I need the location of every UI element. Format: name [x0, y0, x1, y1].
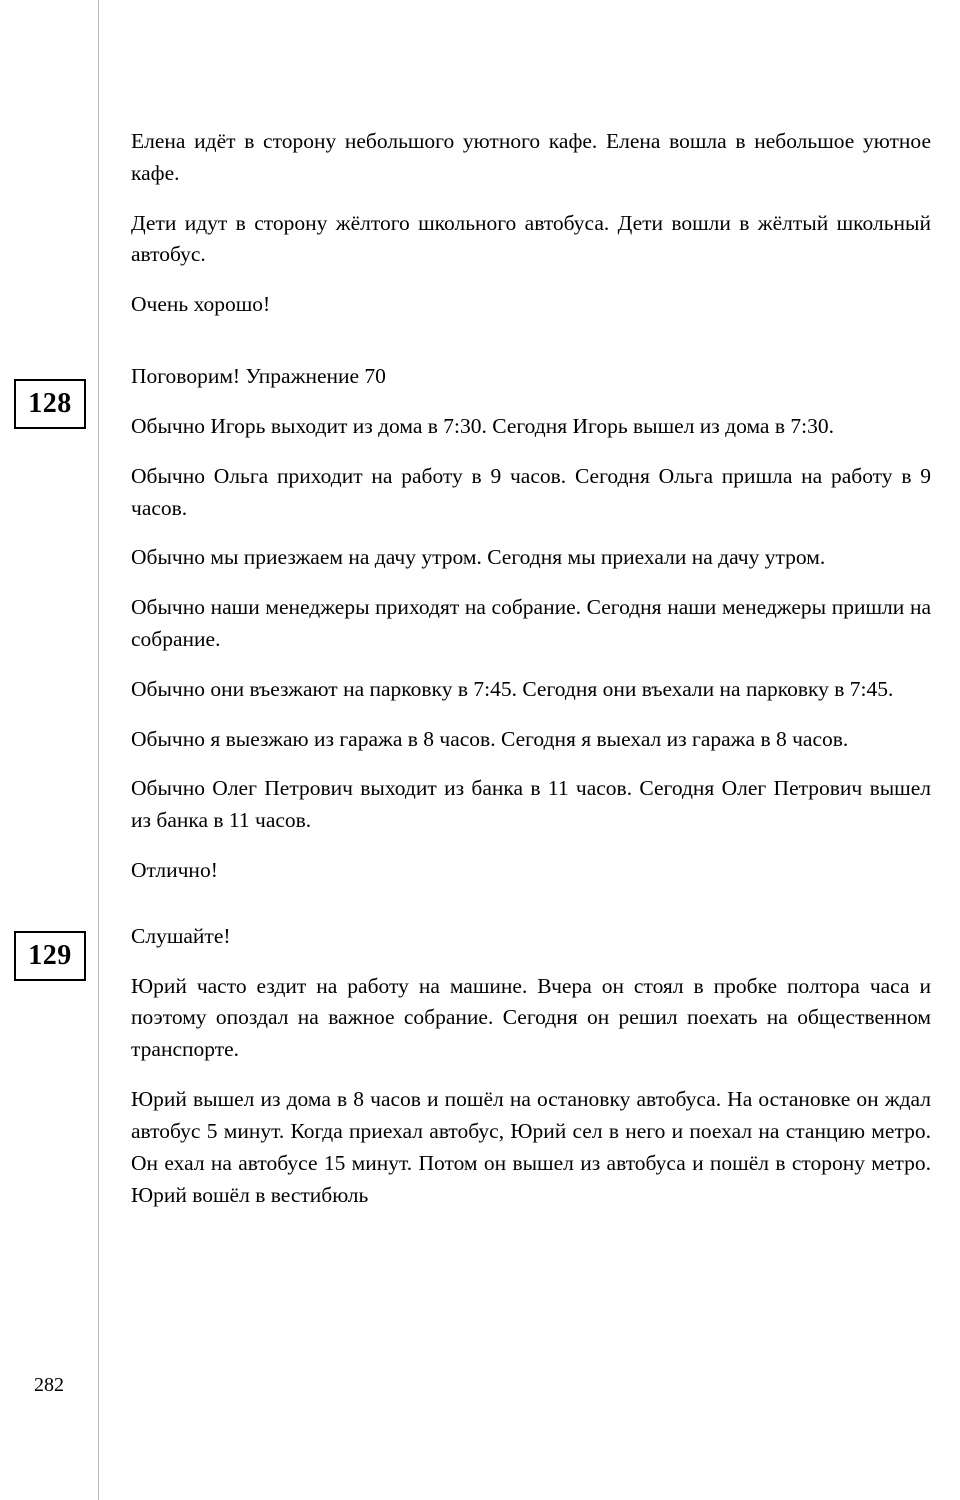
paragraph: Юрий вышел из дома в 8 часов и пошёл на остановку автобуса. На остановке он ждал автобус 5 минут. Когда приехал автобус, Юрий сел в него и поехал на станцию метро. Он ехал на автобусе 15 минут. Потом он вышел из автобуса и пошёл в сторону метро. Юрий вошёл в вестибюль	[131, 1087, 931, 1207]
paragraph: Дети идут в сторону жёлтого школьного автобуса. Дети вошли в жёлтый школьный автобус.	[131, 210, 931, 267]
paragraph: Слушайте!	[131, 923, 231, 948]
page-body	[28, 126, 931, 1211]
paragraph: Обычно они въезжают на парковку в 7:45. Сегодня они въехали на парковку в 7:45.	[131, 676, 894, 701]
paragraph: Поговорим! Упражнение 70	[131, 364, 386, 389]
paragraph: Обычно Ольга приходит на работу в 9 часов. Сегодня Ольга пришла на работу в 9 часов.	[131, 463, 931, 520]
paragraph: Обычно Игорь выходит из дома в 7:30. Сегодня Игорь вышел из дома в 7:30.	[131, 413, 834, 438]
section-128	[28, 361, 931, 887]
exercise-number-128: 128	[14, 379, 86, 429]
paragraph: Юрий часто ездит на работу на машине. Вчера он стоял в пробке полтора часа и поэтому опоздал на важное собрание. Сегодня он решил поехать на общественном транспорте.	[131, 973, 931, 1062]
paragraph: Обычно наши менеджеры приходят на собрание. Сегодня наши менеджеры пришли на собрание.	[131, 595, 931, 651]
section-spacer	[131, 321, 931, 361]
paragraph: Елена идёт в сторону небольшого уютного кафе. Елена вошла в небольшое уютное кафе.	[131, 129, 931, 185]
section-spacer	[131, 887, 931, 921]
paragraph: Очень хорошо!	[131, 292, 271, 317]
section-129	[28, 921, 931, 1212]
exercise-number-129: 129	[14, 931, 86, 981]
paragraph: Обычно я выезжаю из гаража в 8 часов. Сегодня я выехал из гаража в 8 часов.	[131, 726, 849, 751]
page-margin-rule	[98, 0, 99, 1500]
page-number: 282	[34, 1374, 64, 1396]
paragraph: Обычно мы приезжаем на дачу утром. Сегодня мы приехали на дачу утром.	[131, 545, 826, 570]
paragraph: Отлично!	[131, 858, 218, 882]
paragraph: Обычно Олег Петрович выходит из банка в 11 часов. Сегодня Олег Петрович вышел из банка в 11 часов.	[131, 776, 931, 833]
section-top	[131, 126, 931, 321]
